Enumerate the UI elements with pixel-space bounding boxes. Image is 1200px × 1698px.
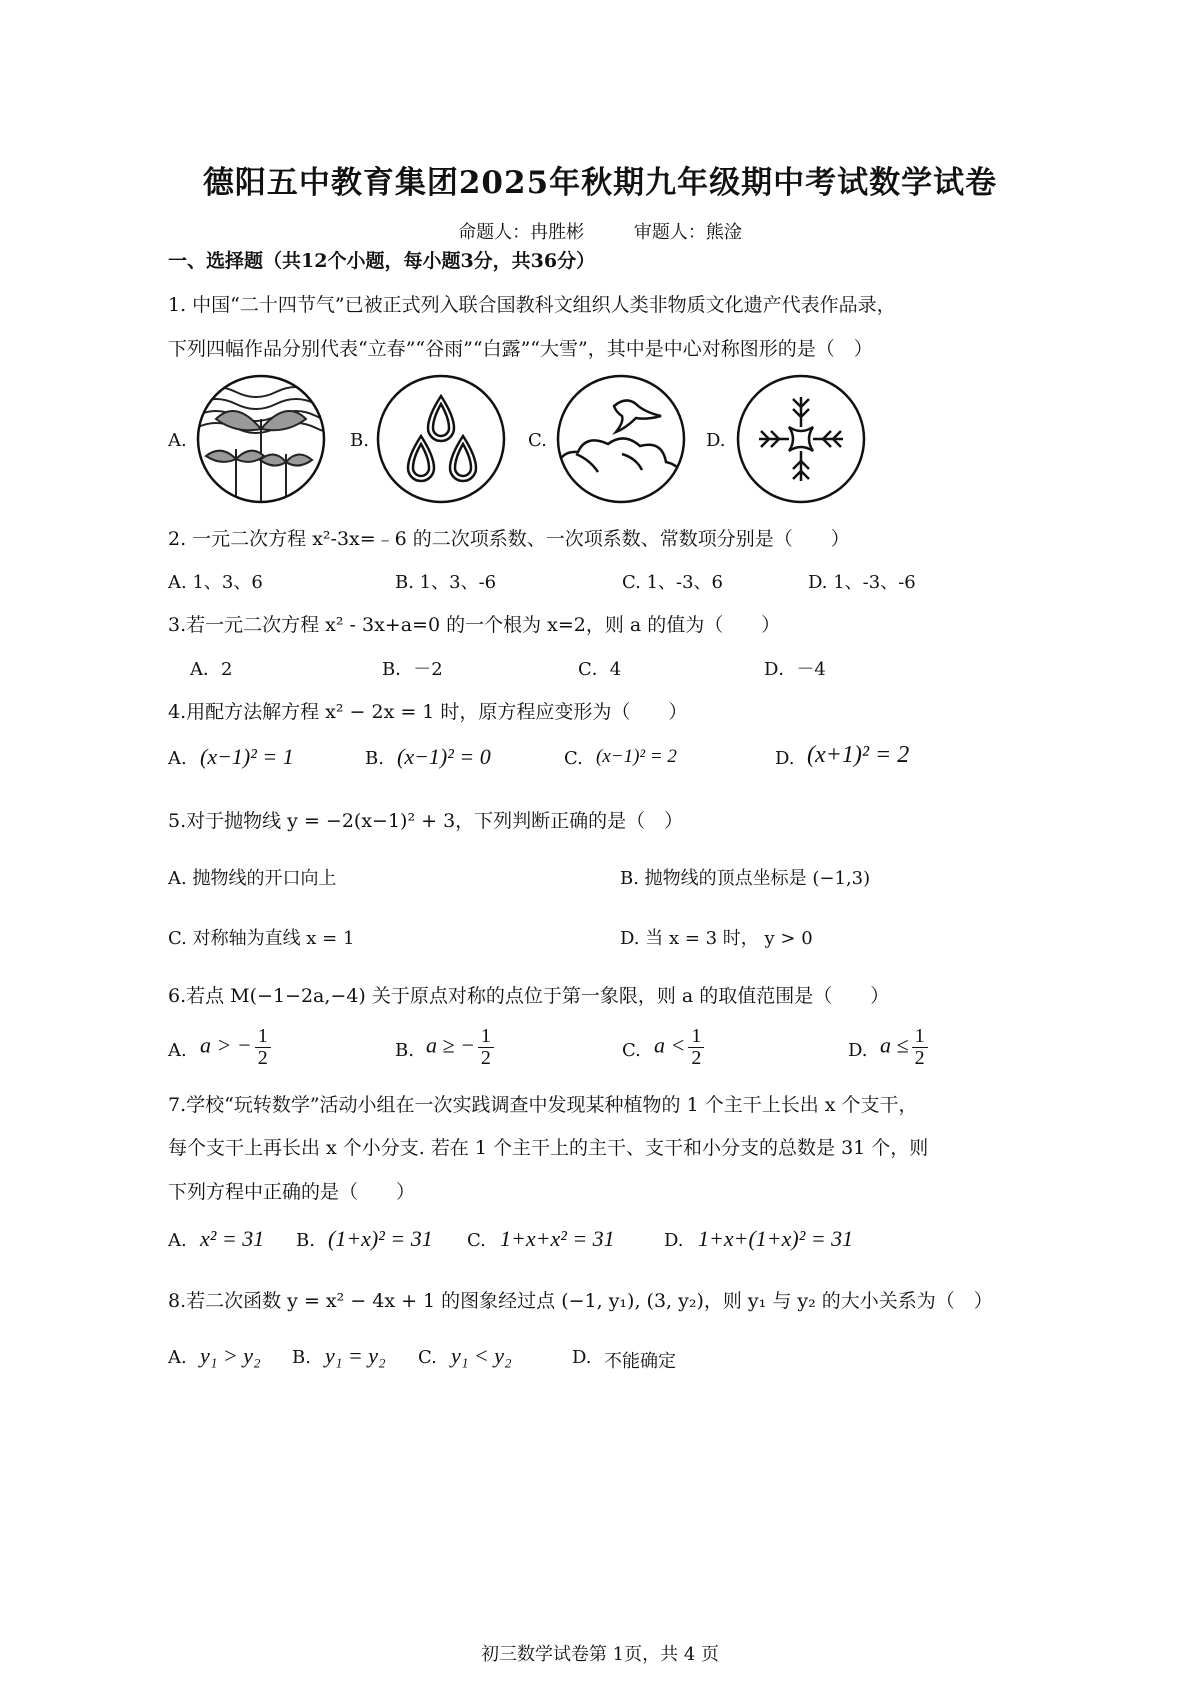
q2-option-b: B. 1、3、-6 [395, 572, 497, 593]
frac-numerator: 1 [255, 1026, 271, 1048]
q1-line1: 1. 中国“二十四节气”已被正式列入联合国教科文组织人类非物质文化遗产代表作品录， [168, 294, 896, 316]
frac-denominator: 2 [257, 1047, 268, 1069]
q5-option-a: A. 抛物线的开口向上 [168, 868, 337, 889]
reviewer: 审题人：熊淦 [633, 222, 742, 243]
fraction-one-half [688, 1026, 704, 1069]
q4-option-c-expr: (x−1)² = 2 [596, 746, 677, 767]
page-title: 德阳五中教育集团2025年秋期九年级期中考试数学试卷 [202, 165, 998, 201]
q4-option-d-label: D. [775, 748, 795, 769]
fraction-one-half [912, 1026, 928, 1069]
fraction-one-half [255, 1026, 271, 1069]
q7-option-b-expr: (1+x)² = 31 [328, 1226, 433, 1251]
q7-option-a-expr: x² = 31 [200, 1226, 265, 1251]
page-footer: 初三数学试卷第 1页，共 4 页 [480, 1644, 720, 1665]
q7-option-a-label: A. [168, 1230, 187, 1251]
q7-option-b-label: B. [296, 1230, 315, 1251]
q7-line3: 下列方程中正确的是（ ） [168, 1181, 416, 1203]
q5-option-d: D. 当 x = 3 时， y > 0 [620, 928, 813, 949]
q4-option-b-label: B. [365, 748, 384, 769]
author-line [0, 218, 1200, 244]
q2-stem: 2. 一元二次方程 x²-3x=﹣6 的二次项系数、一次项系数、常数项分别是（ ） [168, 528, 850, 550]
q8-option-b-label: B. [292, 1347, 311, 1368]
q4-stem: 4.用配方法解方程 x² − 2x = 1 时，原方程应变形为（ ） [168, 701, 688, 723]
fraction-one-half [478, 1026, 494, 1069]
q6-option-c-expr [654, 1026, 704, 1069]
q3-stem: 3.若一元二次方程 x² - 3x+a=0 的一个根为 x=2，则 a 的值为（ ） [168, 614, 781, 636]
q6-stem: 6.若点 M(−1−2a,−4) 关于原点对称的点位于第一象限，则 a 的取值范围是（ ） [168, 985, 890, 1007]
q6-option-b-expr [426, 1026, 494, 1069]
q8-stem: 8.若二次函数 y = x² − 4x + 1 的图象经过点 (−1, y₁), (3, y₂)，则 y₁ 与 y₂ 的大小关系为（ ） [168, 1290, 993, 1312]
q6-option-b-ineq: a ≥ − [426, 1032, 475, 1058]
q8-option-d-label: D. [572, 1347, 592, 1368]
q4-option-a-expr: (x−1)² = 1 [200, 744, 294, 769]
spring-sprout-figure [196, 374, 326, 504]
q8-option-a-expr: y₁ > y₂ [200, 1343, 261, 1368]
q2-option-a: A. 1、3、6 [168, 572, 263, 593]
q6-option-c-ineq: a < [654, 1032, 686, 1058]
frac-denominator: 2 [914, 1047, 925, 1069]
q3-option-a: A．2 [190, 659, 233, 680]
q5-option-c: C. 对称轴为直线 x = 1 [168, 928, 355, 949]
q1-option-a-label: A. [168, 430, 187, 451]
q6-option-a-ineq: a > − [200, 1032, 252, 1058]
q1-option-b-label: B. [350, 430, 369, 451]
q7-line1: 7.学校“玩转数学”活动小组在一次实践调查中发现某种植物的 1 个主干上长出 x 个支干， [168, 1094, 918, 1116]
bird-cloud-figure [556, 374, 686, 504]
frac-numerator: 1 [688, 1026, 704, 1048]
q2-option-d: D. 1、-3、-6 [808, 572, 916, 593]
q6-option-d-ineq: a ≤ [880, 1032, 909, 1058]
snowflake-figure [736, 374, 866, 504]
q4-option-d-expr: (x+1)² = 2 [807, 742, 910, 768]
q6-option-a-expr [200, 1026, 271, 1069]
frac-denominator: 2 [480, 1047, 491, 1069]
q6-option-a-label: A. [168, 1040, 187, 1061]
q1-option-d-label: D. [706, 430, 726, 451]
q8-option-a-label: A. [168, 1347, 187, 1368]
q7-option-c-expr: 1+x+x² = 31 [500, 1226, 615, 1251]
q6-option-c-label: C. [622, 1040, 641, 1061]
frac-numerator: 1 [478, 1026, 494, 1048]
q8-option-d-text: 不能确定 [604, 1351, 676, 1372]
q8-option-b-expr: y₁ = y₂ [325, 1343, 386, 1368]
q7-line2: 每个支干上再长出 x 个小分支. 若在 1 个主干上的主干、支干和小分支的总数是 31 个，则 [168, 1137, 929, 1159]
q4-option-c-label: C. [564, 748, 583, 769]
q7-option-d-label: D. [664, 1230, 684, 1251]
section-heading: 一、选择题（共12个小题，每小题3分，共36分） [168, 250, 596, 272]
q8-option-c-label: C. [418, 1347, 437, 1368]
frac-denominator: 2 [691, 1047, 702, 1069]
q6-option-b-label: B. [395, 1040, 414, 1061]
q7-option-c-label: C. [467, 1230, 486, 1251]
q8-option-c-expr: y₁ < y₂ [451, 1343, 512, 1368]
q3-option-c: C．4 [578, 659, 622, 680]
q4-option-b-expr: (x−1)² = 0 [397, 744, 491, 769]
q1-option-c-label: C. [528, 430, 547, 451]
q6-option-d-label: D. [848, 1040, 868, 1061]
frac-numerator: 1 [912, 1026, 928, 1048]
q3-option-b: B．－2 [382, 659, 443, 680]
q3-option-d: D．－4 [764, 659, 826, 680]
q6-option-d-expr [880, 1026, 928, 1069]
rain-drops-figure [376, 374, 506, 504]
q5-option-b: B. 抛物线的顶点坐标是 (−1,3) [620, 868, 871, 889]
q5-stem: 5.对于抛物线 y = −2(x−1)² + 3，下列判断正确的是（ ） [168, 810, 684, 832]
q7-option-d-expr: 1+x+(1+x)² = 31 [698, 1226, 854, 1251]
proposer: 命题人：冉胜彬 [458, 222, 585, 243]
q2-option-c: C. 1、-3、6 [622, 572, 724, 593]
q1-line2: 下列四幅作品分别代表“立春”“谷雨”“白露”“大雪”，其中是中心对称图形的是（ ） [168, 338, 873, 360]
q4-option-a-label: A. [168, 748, 187, 769]
